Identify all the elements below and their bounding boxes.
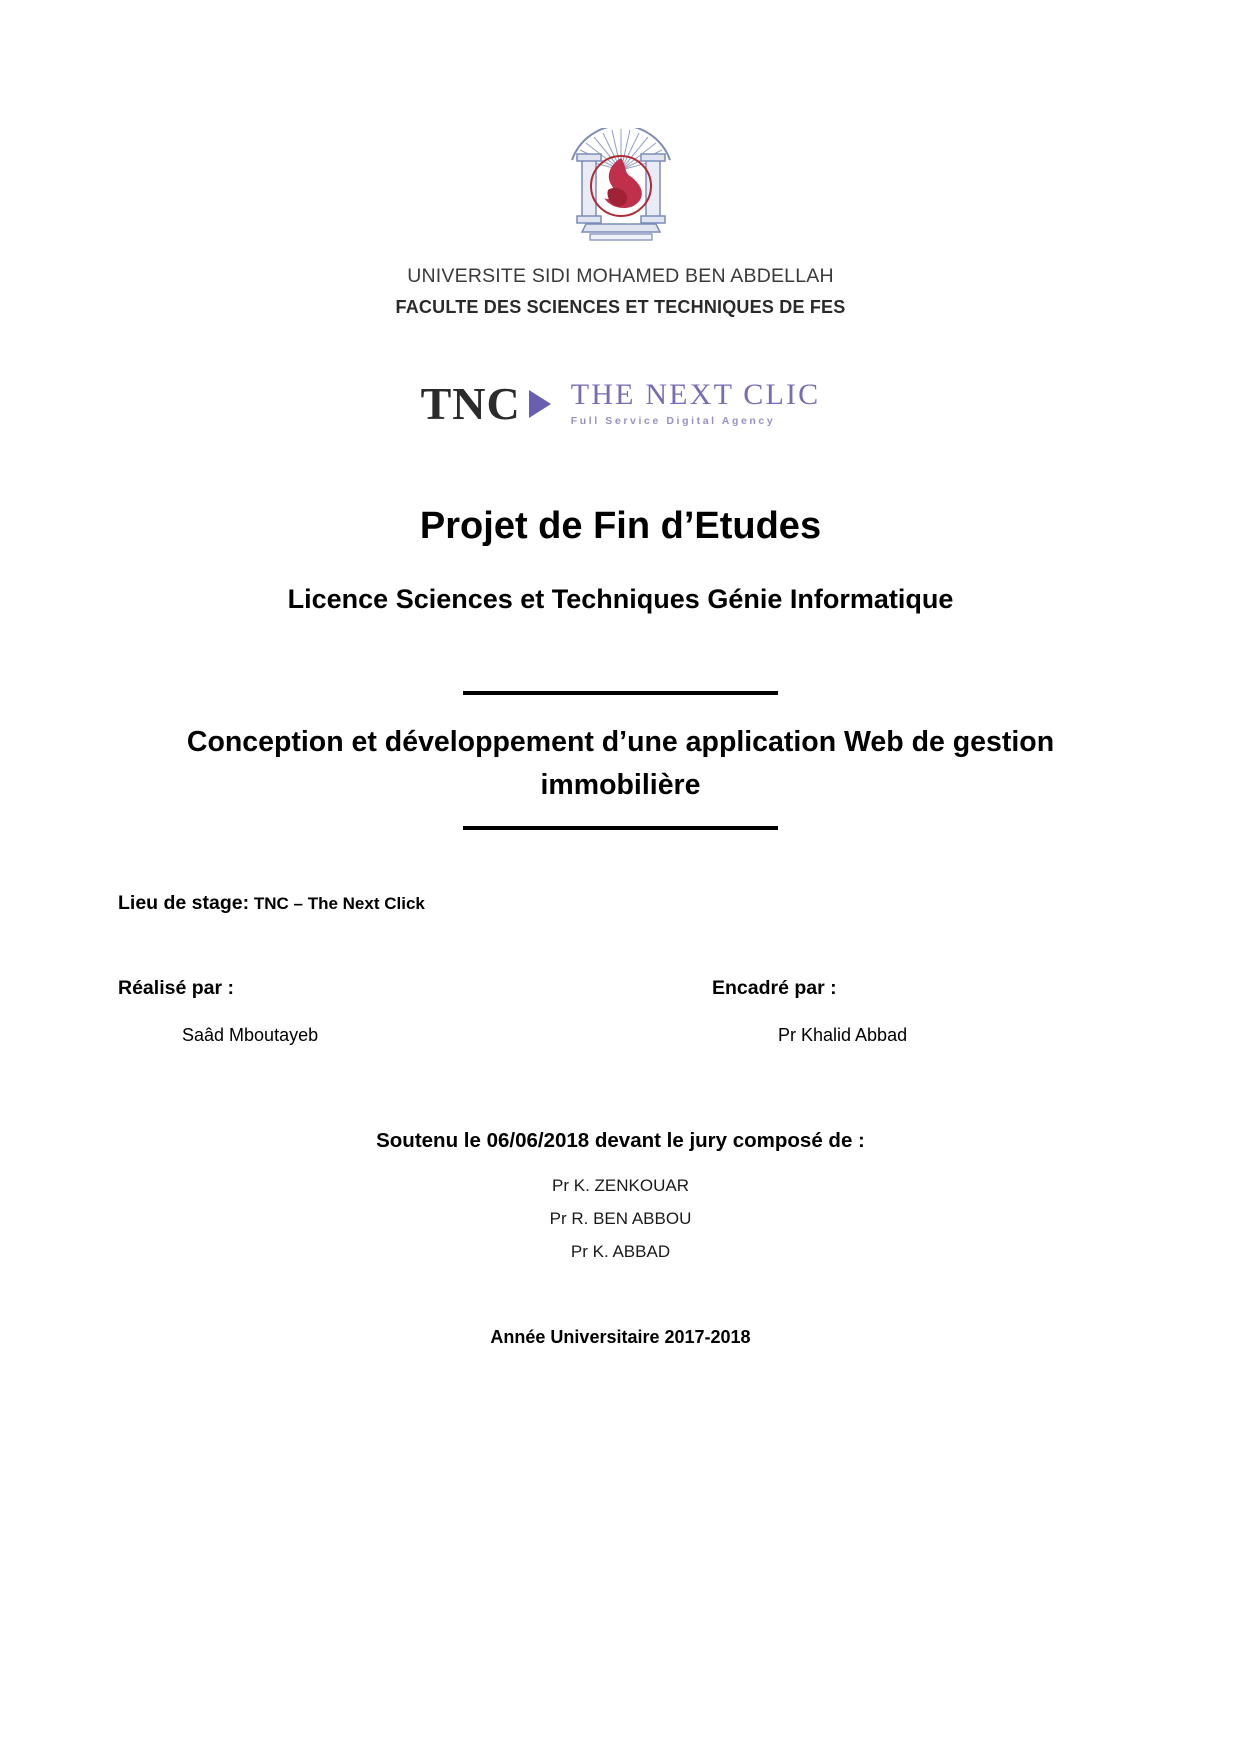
jury-member: Pr K. ABBAD	[570, 1242, 671, 1262]
internship-place	[118, 892, 1241, 915]
jury-list	[0, 1169, 1241, 1269]
university-crest-icon	[546, 128, 696, 253]
company-logo-name: THE NEXT CLIC	[570, 378, 821, 411]
company-logo-mark: TNC	[420, 377, 521, 429]
supervisor-name: Pr Khalid Abbad	[778, 1024, 908, 1045]
university-name-block	[0, 265, 1241, 318]
jury-member: Pr R. BEN ABBOU	[549, 1208, 692, 1228]
play-triangle-icon	[529, 390, 551, 418]
university-name-line1: UNIVERSITE SIDI MOHAMED BEN ABDELLAH	[407, 265, 834, 287]
company-logo-tagline: Full Service Digital Agency	[570, 415, 776, 427]
degree-program: Licence Sciences et Techniques Génie Informatique	[287, 584, 954, 614]
company-logo-text	[571, 380, 821, 427]
company-logo	[0, 377, 1241, 429]
university-faculty-line: FACULTE DES SCIENCES ET TECHNIQUES DE FES	[395, 297, 846, 317]
supervisor-heading: Encadré par :	[712, 976, 837, 999]
title-rule-bottom	[463, 826, 778, 830]
defense-heading: Soutenu le 06/06/2018 devant le jury composé de :	[376, 1128, 865, 1152]
internship-place-label: Lieu de stage:	[118, 891, 250, 914]
author-heading: Réalisé par :	[118, 976, 234, 999]
document-type: Projet de Fin d’Etudes	[419, 505, 822, 547]
page-title: Conception et développement d’une application Web de gestion immobilière	[186, 726, 1055, 802]
title-rule-top	[463, 691, 778, 695]
author-name: Saâd Mboutayeb	[182, 1024, 319, 1045]
jury-member: Pr K. ZENKOUAR	[552, 1175, 689, 1195]
crest-container	[0, 0, 1241, 253]
internship-place-value: TNC – The Next Click	[253, 893, 425, 913]
people-block	[0, 977, 1241, 1069]
academic-year: Année Universitaire 2017-2018	[490, 1326, 751, 1347]
